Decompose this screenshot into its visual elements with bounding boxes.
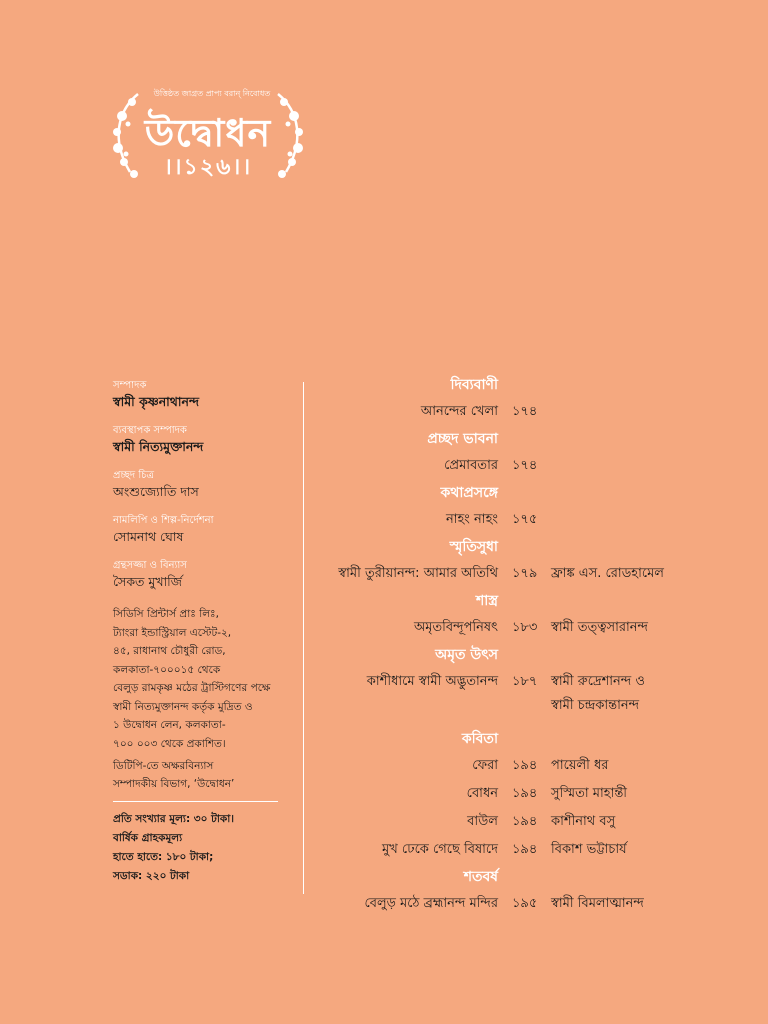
toc-entry[interactable]	[310, 452, 730, 480]
price-info	[113, 810, 283, 886]
entry-page: ১৯৪	[512, 786, 538, 801]
entry-title: প্রেমাবতার	[444, 458, 498, 473]
credit-name: সোমনাথ ঘোষ	[113, 529, 184, 544]
credits-column	[113, 378, 283, 886]
table-of-contents	[310, 372, 730, 918]
entry-page: ১৯৫	[512, 896, 538, 911]
entry-title: কাশীধামে স্বামী অদ্ভুতানন্দ	[366, 674, 498, 689]
entry-title: অমৃতবিন্দূপনিষৎ	[413, 620, 498, 635]
toc-entry[interactable]	[310, 752, 730, 780]
toc-entry[interactable]	[310, 614, 730, 642]
entry-page: ১৭৪	[512, 458, 538, 473]
toc-entry[interactable]	[310, 398, 730, 426]
toc-entry[interactable]	[310, 836, 730, 864]
entry-author: স্বামী তত্ত্বসারানন্দ	[551, 620, 648, 635]
credit-role: সম্পাদক	[113, 380, 147, 391]
toc-entry[interactable]	[310, 780, 730, 808]
entry-title: আনন্দের খেলা	[420, 404, 498, 419]
price-line: সডাক: ২২০ টাকা	[113, 870, 190, 882]
entry-author: বিকাশ ভট্টাচার্য	[551, 842, 627, 857]
credit-cover-art	[113, 468, 283, 501]
section-heading: স্মৃতিসুধা	[449, 539, 498, 555]
entry-page: ১৯৪	[512, 814, 538, 829]
credit-name: অংশুজ্যোতি দাস	[113, 484, 199, 499]
press-line: বেলুড় রামকৃষ্ণ মঠের ট্রাস্টিগণের পক্ষে	[113, 682, 271, 694]
printer-info	[113, 605, 283, 753]
entry-page: ১৯৪	[512, 842, 538, 857]
entry-page: ১৯৪	[512, 758, 538, 773]
credit-role: ব্যবস্থাপক সম্পাদক	[113, 425, 187, 436]
entry-author: স্বামী চন্দ্রকান্তানন্দ	[551, 698, 640, 713]
credit-name: স্বামী নিত্যমুক্তানন্দ	[113, 439, 204, 454]
typeset-line: সম্পাদকীয় বিভাগ, ‘উদ্বোধন’	[113, 778, 235, 790]
issue-number: ।।১২৬।।	[163, 155, 253, 180]
entry-author: পায়েলী ধর	[551, 758, 609, 773]
section-heading: কথাপ্রসঙ্গে	[440, 485, 498, 501]
press-line: সিডিসি প্রিন্টার্স প্রাঃ লিঃ,	[113, 608, 219, 620]
entry-title: বেলুড় মঠে ব্রহ্মানন্দ মন্দির	[364, 896, 498, 911]
entry-page: ১৮৩	[512, 620, 538, 635]
entry-title: স্বামী তুরীয়ানন্দ: আমার অতিথি	[338, 566, 498, 581]
entry-page: ১৮৭	[512, 674, 538, 689]
entry-page: ১৭৯	[512, 566, 538, 581]
credit-managing-editor	[113, 423, 283, 456]
toc-entry[interactable]	[310, 506, 730, 534]
credit-role: নামলিপি ও শিল্প-নির্দেশনা	[113, 515, 214, 526]
typeset-line: ডিটিপি-তে অক্ষরবিন্যাস	[113, 760, 214, 772]
logo-title: উদ্বোধন	[144, 111, 272, 155]
toc-entry[interactable]	[310, 560, 730, 588]
logo-tagline: উত্তিষ্ঠত জাগ্রত প্রাপ্য বরান্ নিবোধত	[153, 89, 271, 98]
entry-title: মুখ ঢেকে গেছে বিষাদে	[382, 842, 498, 857]
section-heading: দিব্যবাণী	[450, 377, 498, 393]
press-line: কলকাতা-৭০০০১৫ থেকে	[113, 663, 221, 676]
price-line: প্রতি সংখ্যার মূল্য: ৩০ টাকা।	[113, 813, 235, 825]
credit-role: গ্রন্থসজ্জা ও বিন্যাস	[113, 560, 187, 571]
entry-title: নাহং নাহং	[445, 512, 498, 527]
divider	[113, 801, 278, 802]
credit-art-direction	[113, 513, 283, 546]
section-heading: অমৃত উৎস	[435, 647, 498, 663]
press-line: ৪৫, রাধানাথ চৌধুরী রোড,	[113, 645, 226, 657]
section-heading: শাস্ত্র	[476, 593, 498, 609]
press-line: স্বামী নিত্যমুক্তানন্দ কর্তৃক মুদ্রিত ও	[113, 700, 253, 713]
entry-title: বোধন	[466, 786, 498, 801]
credit-editor	[113, 378, 283, 411]
credit-name: সৈকত মুখার্জি	[113, 574, 182, 589]
credit-layout	[113, 558, 283, 591]
entry-title: বাউল	[467, 814, 498, 829]
entry-author: স্বামী রুদ্রেশানন্দ ও	[551, 674, 645, 689]
section-heading: প্রচ্ছদ ভাবনা	[427, 431, 498, 447]
press-line: ৭০০ ০০৩ থেকে প্রকাশিত।	[113, 737, 226, 750]
toc-entry[interactable]	[310, 668, 730, 720]
typeset-info	[113, 757, 283, 793]
price-line: বার্ষিক গ্রাহকমূল্য	[113, 832, 183, 844]
entry-author: কাশীনাথ বসু	[551, 814, 616, 829]
press-line: ১ উদ্বোধন লেন, কলকাতা-	[113, 719, 226, 731]
press-line: ট্যাংরা ইন্ডাস্ট্রিয়াল এস্টেট-২,	[113, 626, 232, 639]
entry-page: ১৭৫	[512, 512, 538, 527]
entry-author: সুস্মিতা মাহান্তী	[551, 786, 628, 801]
entry-page: ১৭৪	[512, 404, 538, 419]
credit-role: প্রচ্ছদ চিত্র	[113, 470, 154, 481]
entry-author: স্বামী বিমলাত্মানন্দ	[551, 896, 644, 911]
price-line: হাতে হাতে: ১৮০ টাকা;	[113, 851, 214, 863]
section-heading: কবিতা	[461, 731, 498, 747]
section-heading: শতবর্ষ	[463, 869, 498, 885]
toc-entry[interactable]	[310, 808, 730, 836]
entry-author: ফ্রাঙ্ক এস. রোডহামেল	[551, 566, 664, 581]
credit-name: স্বামী কৃষ্ণনাথানন্দ	[113, 394, 200, 409]
entry-title: ফেরা	[472, 758, 498, 773]
toc-entry[interactable]	[310, 890, 730, 918]
magazine-logo	[108, 82, 308, 192]
column-divider	[303, 382, 304, 894]
